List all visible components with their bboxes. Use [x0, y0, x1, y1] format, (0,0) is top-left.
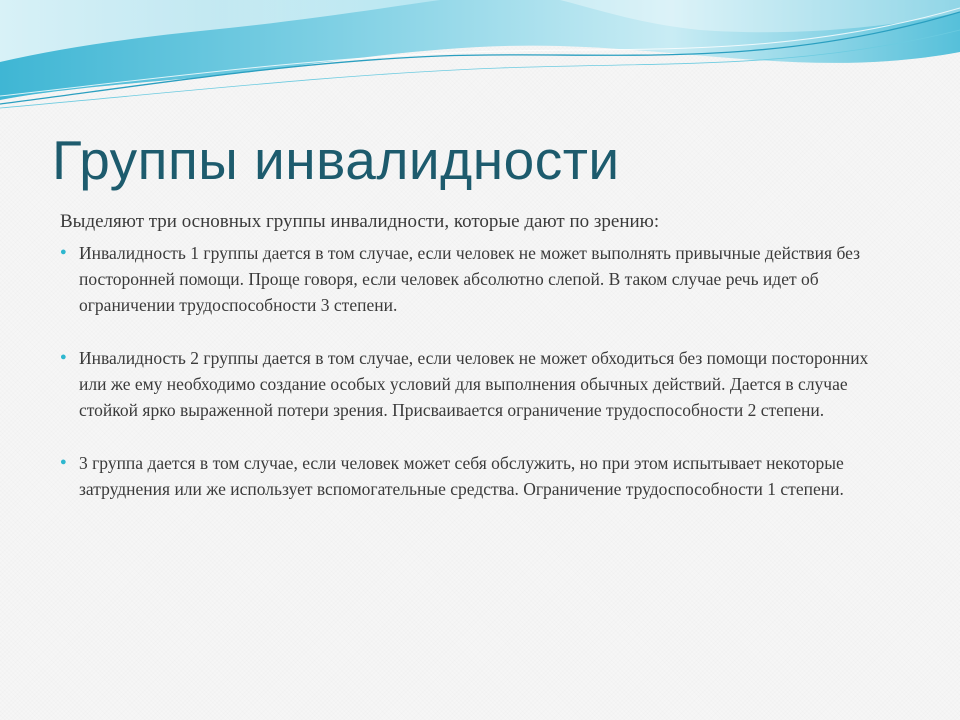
bullet-item-group-3	[60, 450, 900, 502]
bullet-list	[60, 240, 900, 502]
bullet-item-group-1	[60, 240, 900, 318]
bullet-dot-icon: ●	[60, 456, 67, 468]
bullet-text: Инвалидность 2 группы дается в том случае, если человек не может обходиться без помощи посторонних или же ему необходимо создание особых условий для выполнения обычных действий. Дается в случае стойкой ярко выраженной потери зрения. Присваивается ограничение трудоспособности 2 степени.	[79, 348, 869, 420]
wave-header-decoration	[0, 0, 960, 110]
slide-title: Группы инвалидности	[52, 129, 620, 191]
bullet-text: 3 группа дается в том случае, если человек может себя обслужить, но при этом испытывает некоторые затруднения или же использует вспомогательные средства. Ограничение трудоспособности 1 степени.	[79, 453, 844, 499]
bullet-text: Инвалидность 1 группы дается в том случае, если человек не может выполнять привычные действия без посторонней помощи. Проще говоря, если человек абсолютно слепой. В таком случае речь идет об ограничении трудоспособности 3 степени.	[79, 243, 861, 315]
slide-content	[60, 210, 900, 529]
bullet-dot-icon: ●	[60, 246, 67, 258]
intro-text: Выделяют три основных группы инвалидности, которые дают по зрению:	[60, 211, 660, 232]
bullet-dot-icon: ●	[60, 351, 67, 363]
bullet-item-group-2	[60, 345, 900, 423]
